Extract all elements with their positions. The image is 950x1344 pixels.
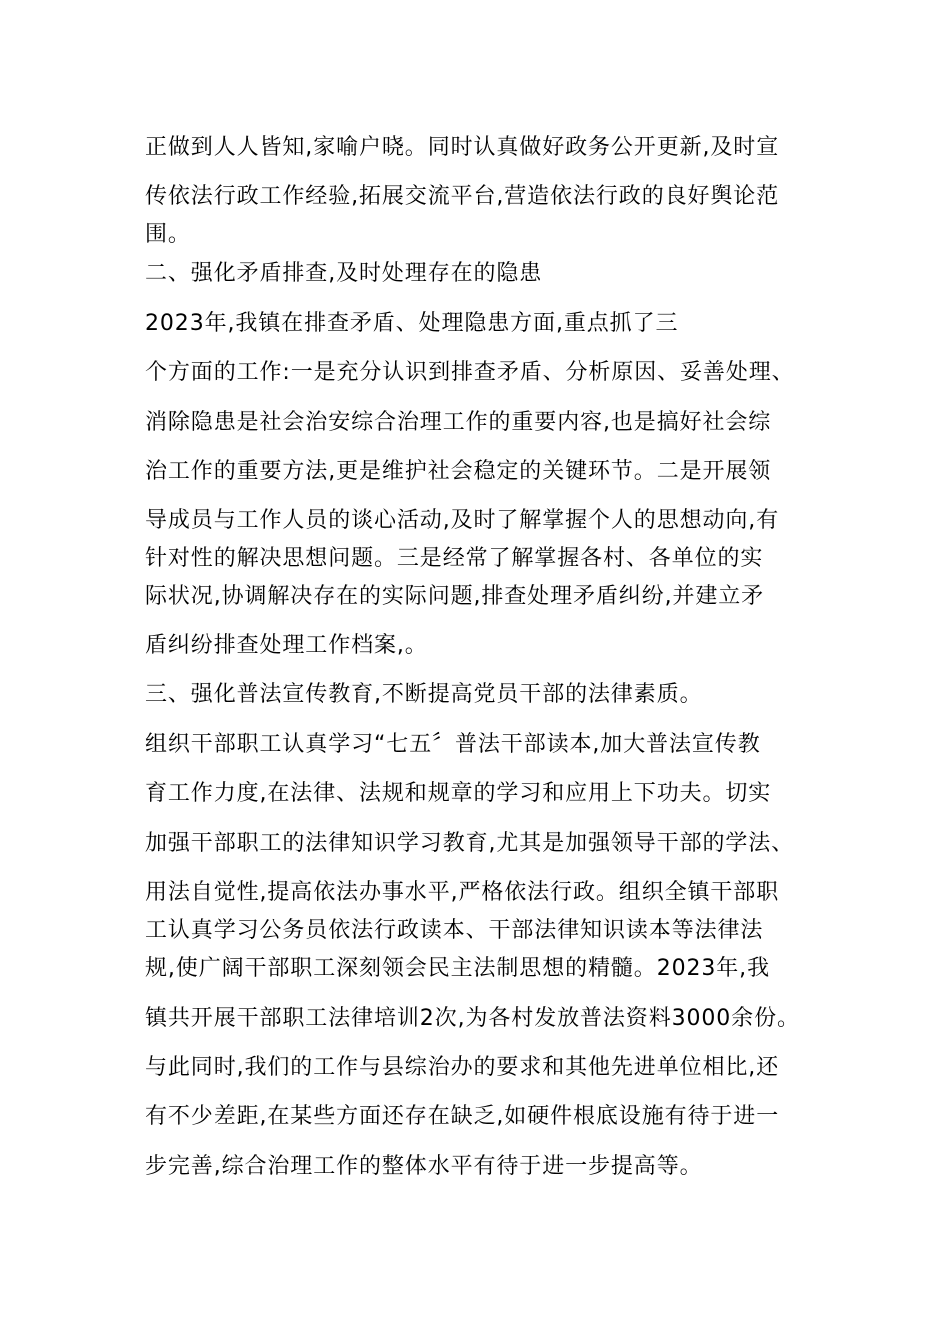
text-line: 用法自觉性,提高依法办事水平,严格依法行政。组织全镇干部职 bbox=[145, 880, 780, 905]
section-heading: 二、强化矛盾排查,及时处理存在的隐患 bbox=[145, 261, 543, 286]
text-line: 组织干部职工认真学习“七五〞普法干部读本,加大普法宣传教 bbox=[145, 732, 761, 757]
text-line: 正做到人人皆知,家喻户晓。同时认真做好政务公开更新,及时宣 bbox=[145, 135, 780, 160]
text-line: 镇共开展干部职工法律培训2次,为各村发放普法资料3000余份。 bbox=[145, 1006, 800, 1031]
text-line: 盾纠纷排查处理工作档案,。 bbox=[145, 633, 428, 658]
text-line: 际状况,协调解决存在的实际问题,排查处理矛盾纠纷,并建立矛 bbox=[145, 584, 765, 609]
text-line: 治工作的重要方法,更是维护社会稳定的关键环节。二是开展领 bbox=[145, 459, 772, 484]
text-line: 导成员与工作人员的谈心活动,及时了解掌握个人的思想动向,有 bbox=[145, 508, 780, 533]
text-line: 围。 bbox=[145, 222, 191, 247]
text-line: 个方面的工作:一是充分认识到排查矛盾、分析原因、妥善处理、 bbox=[145, 360, 795, 385]
text-line: 步完善,综合治理工作的整体水平有待于进一步提高等。 bbox=[145, 1154, 703, 1179]
text-line: 针对性的解决思想问题。三是经常了解掌握各村、各单位的实 bbox=[145, 546, 764, 571]
section-heading: 三、强化普法宣传教育,不断提高党员干部的法律素质。 bbox=[145, 682, 703, 707]
text-line: 与此同时,我们的工作与县综治办的要求和其他先进单位相比,还 bbox=[145, 1055, 780, 1080]
text-line: 工认真学习公务员依法行政读本、干部法律知识读本等法律法 bbox=[145, 918, 764, 943]
text-line: 育工作力度,在法律、法规和规章的学习和应用上下功夫。切实 bbox=[145, 781, 772, 806]
text-line: 2023年,我镇在排查矛盾、处理隐患方面,重点抓了三 bbox=[145, 311, 679, 336]
text-line: 传依法行政工作经验,拓展交流平台,营造依法行政的良好舆论范 bbox=[145, 184, 780, 209]
text-line: 有不少差距,在某些方面还存在缺乏,如硬件根底设施有待于进一 bbox=[145, 1104, 780, 1129]
text-line: 消除隐患是社会治安综合治理工作的重要内容,也是搞好社会综 bbox=[145, 410, 772, 435]
text-line: 规,使广阔干部职工深刻领会民主法制思想的精髓。2023年,我 bbox=[145, 956, 770, 981]
text-line: 加强干部职工的法律知识学习教育,尤其是加强领导干部的学法、 bbox=[145, 831, 795, 856]
